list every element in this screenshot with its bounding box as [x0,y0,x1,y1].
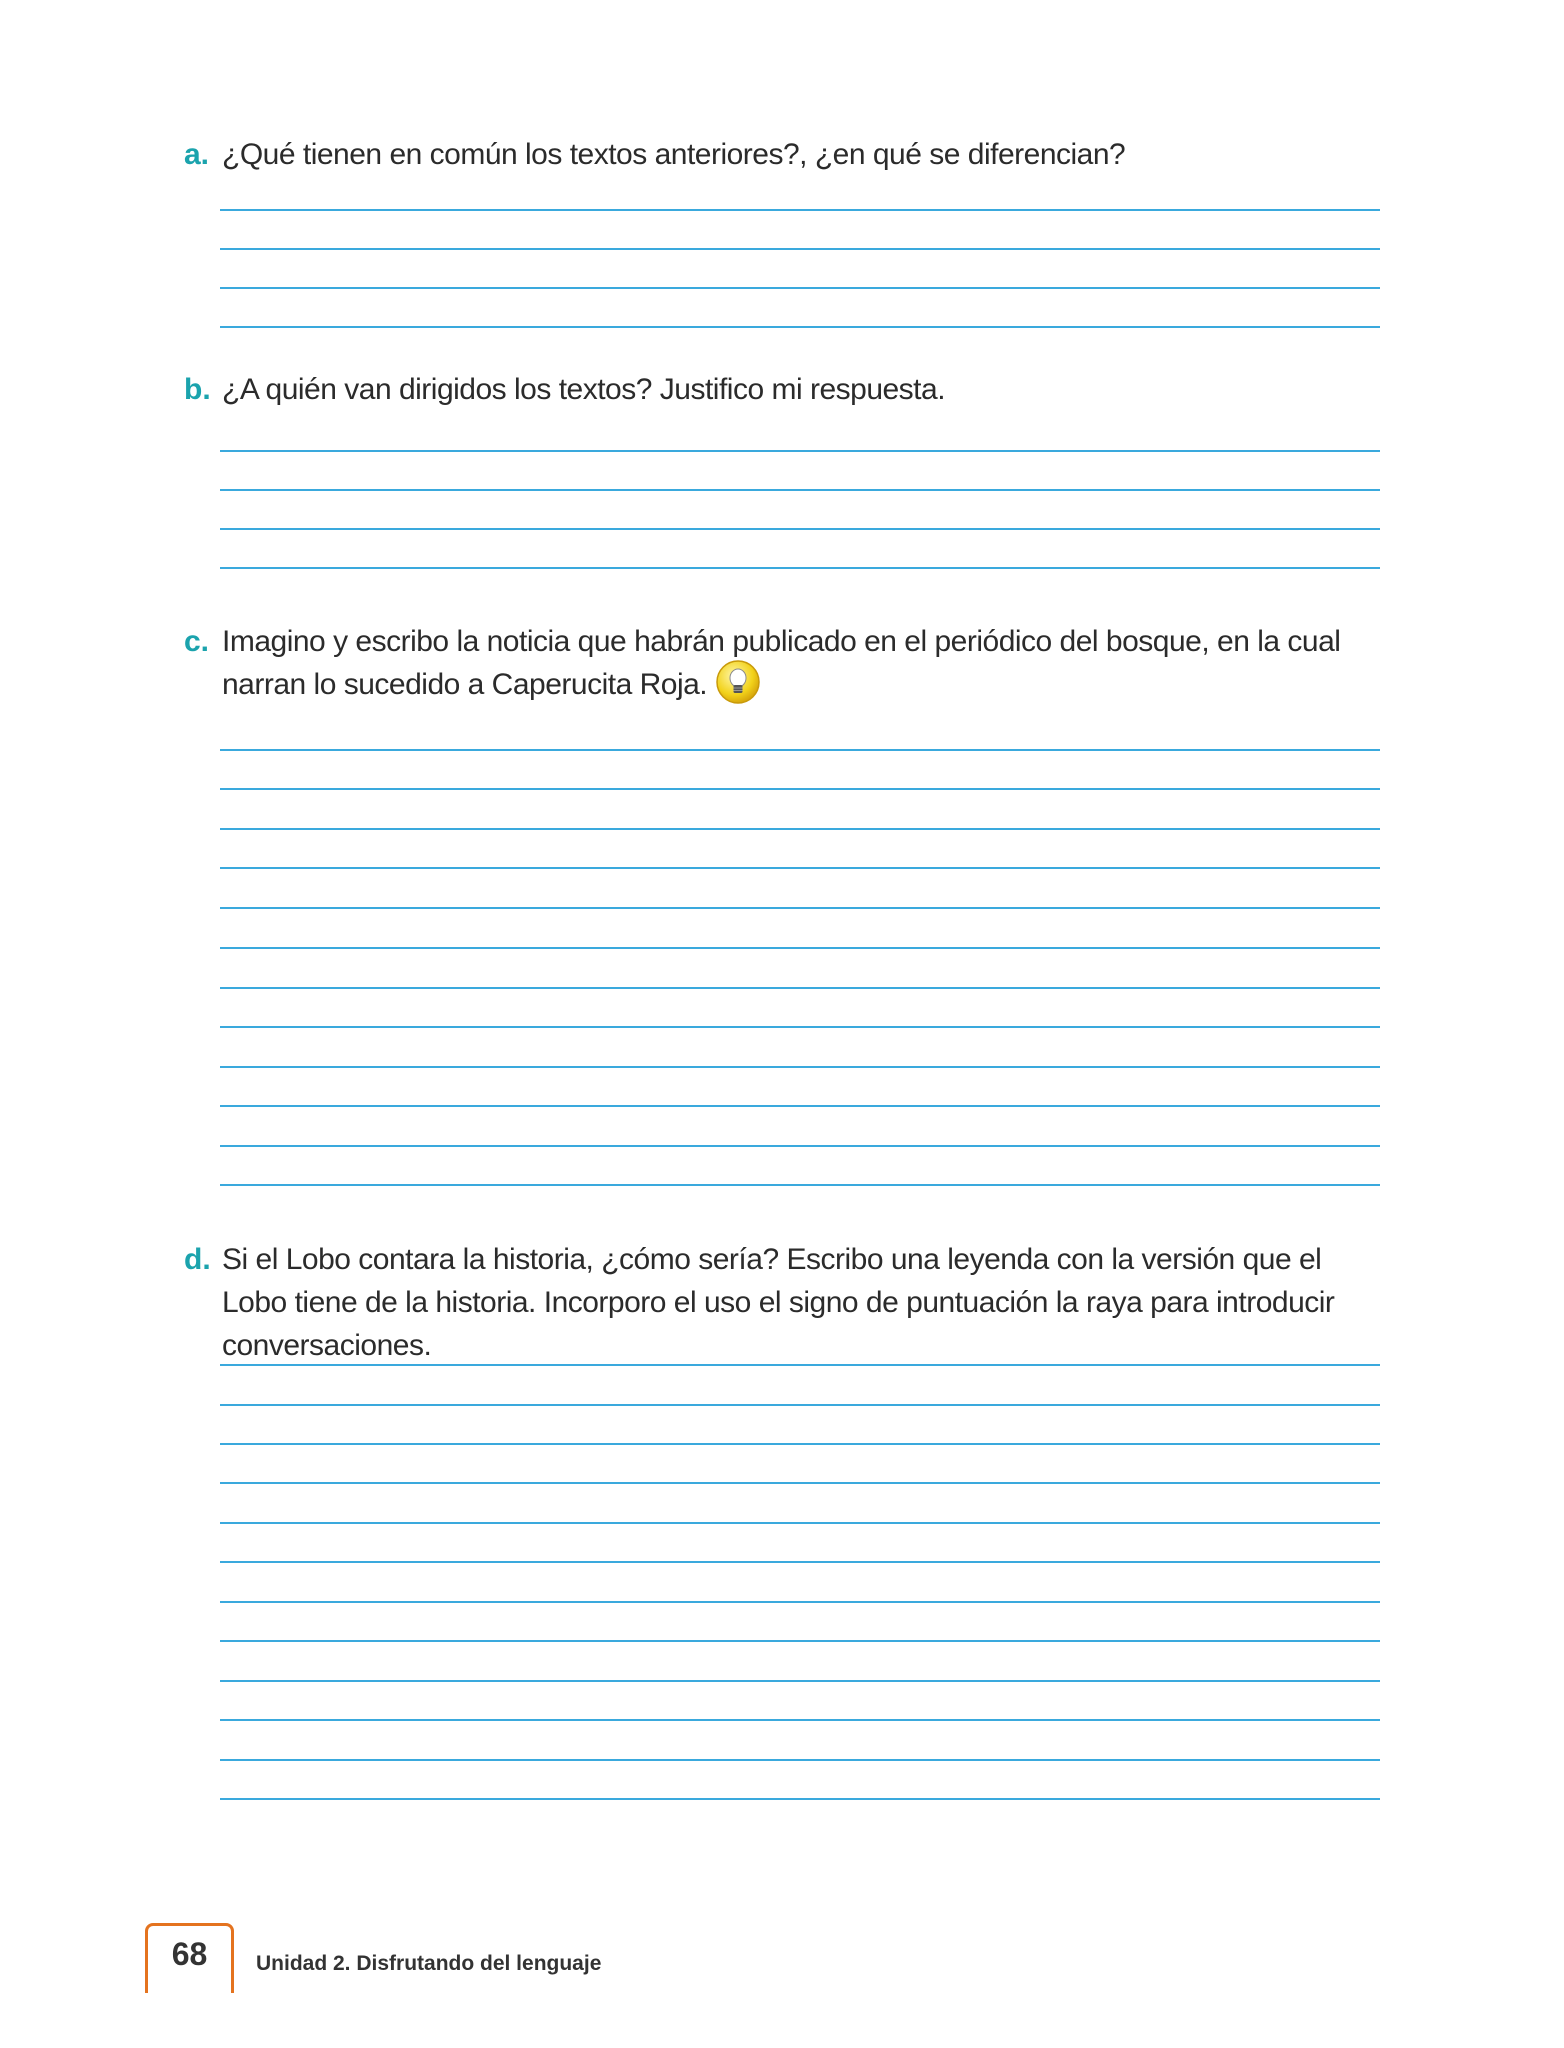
answer-line[interactable] [220,1364,1380,1366]
answer-line[interactable] [220,1145,1380,1147]
answer-line[interactable] [220,528,1380,530]
question-text: Imagino y escribo la noticia que habrán publicado en el periódico del bosque, en la cual narran lo sucedido a Caperucita Roja. [222,625,1341,701]
question-text: ¿Qué tienen en común los textos anteriores?, ¿en qué se diferencian? [222,138,1126,171]
question-letter: c. [184,625,210,658]
question-b [184,368,1384,411]
answer-line[interactable] [220,209,1380,211]
answer-line[interactable] [220,1105,1380,1107]
answer-line[interactable] [220,1066,1380,1068]
answer-line[interactable] [220,1522,1380,1524]
answer-line[interactable] [220,1026,1380,1028]
answer-line[interactable] [220,326,1380,328]
answer-line[interactable] [220,788,1380,790]
question-letter: d. [184,1243,211,1276]
answer-line[interactable] [220,1680,1380,1682]
answer-line[interactable] [220,947,1380,949]
question-text: Si el Lobo contara la historia, ¿cómo sería? Escribo una leyenda con la versión que el Lobo tiene de la historia. Incorporo el uso el signo de puntuación la raya para introducir conversaciones. [222,1243,1335,1362]
answer-line[interactable] [220,1561,1380,1563]
answer-line[interactable] [220,248,1380,250]
question-d [184,1238,1384,1367]
unit-title: Unidad 2. Disfrutando del lenguaje [256,1952,602,1975]
answer-line[interactable] [220,1184,1380,1186]
lightbulb-icon [715,659,761,705]
answer-line[interactable] [220,828,1380,830]
answer-line[interactable] [220,489,1380,491]
answer-line[interactable] [220,1404,1380,1406]
answer-line[interactable] [220,1640,1380,1642]
question-text: ¿A quién van dirigidos los textos? Justifico mi respuesta. [222,373,946,406]
question-letter: b. [184,373,211,406]
answer-line[interactable] [220,287,1380,289]
question-a [184,133,1384,176]
answer-line[interactable] [220,987,1380,989]
answer-line[interactable] [220,567,1380,569]
question-c [184,620,1384,709]
answer-line[interactable] [220,1482,1380,1484]
answer-line[interactable] [220,867,1380,869]
answer-line[interactable] [220,907,1380,909]
answer-line[interactable] [220,1601,1380,1603]
answer-line[interactable] [220,749,1380,751]
question-letter: a. [184,138,210,171]
answer-line[interactable] [220,1719,1380,1721]
answer-line[interactable] [220,450,1380,452]
answer-line[interactable] [220,1798,1380,1800]
answer-line[interactable] [220,1443,1380,1445]
page-number: 68 [171,1936,208,1972]
answer-line[interactable] [220,1759,1380,1761]
